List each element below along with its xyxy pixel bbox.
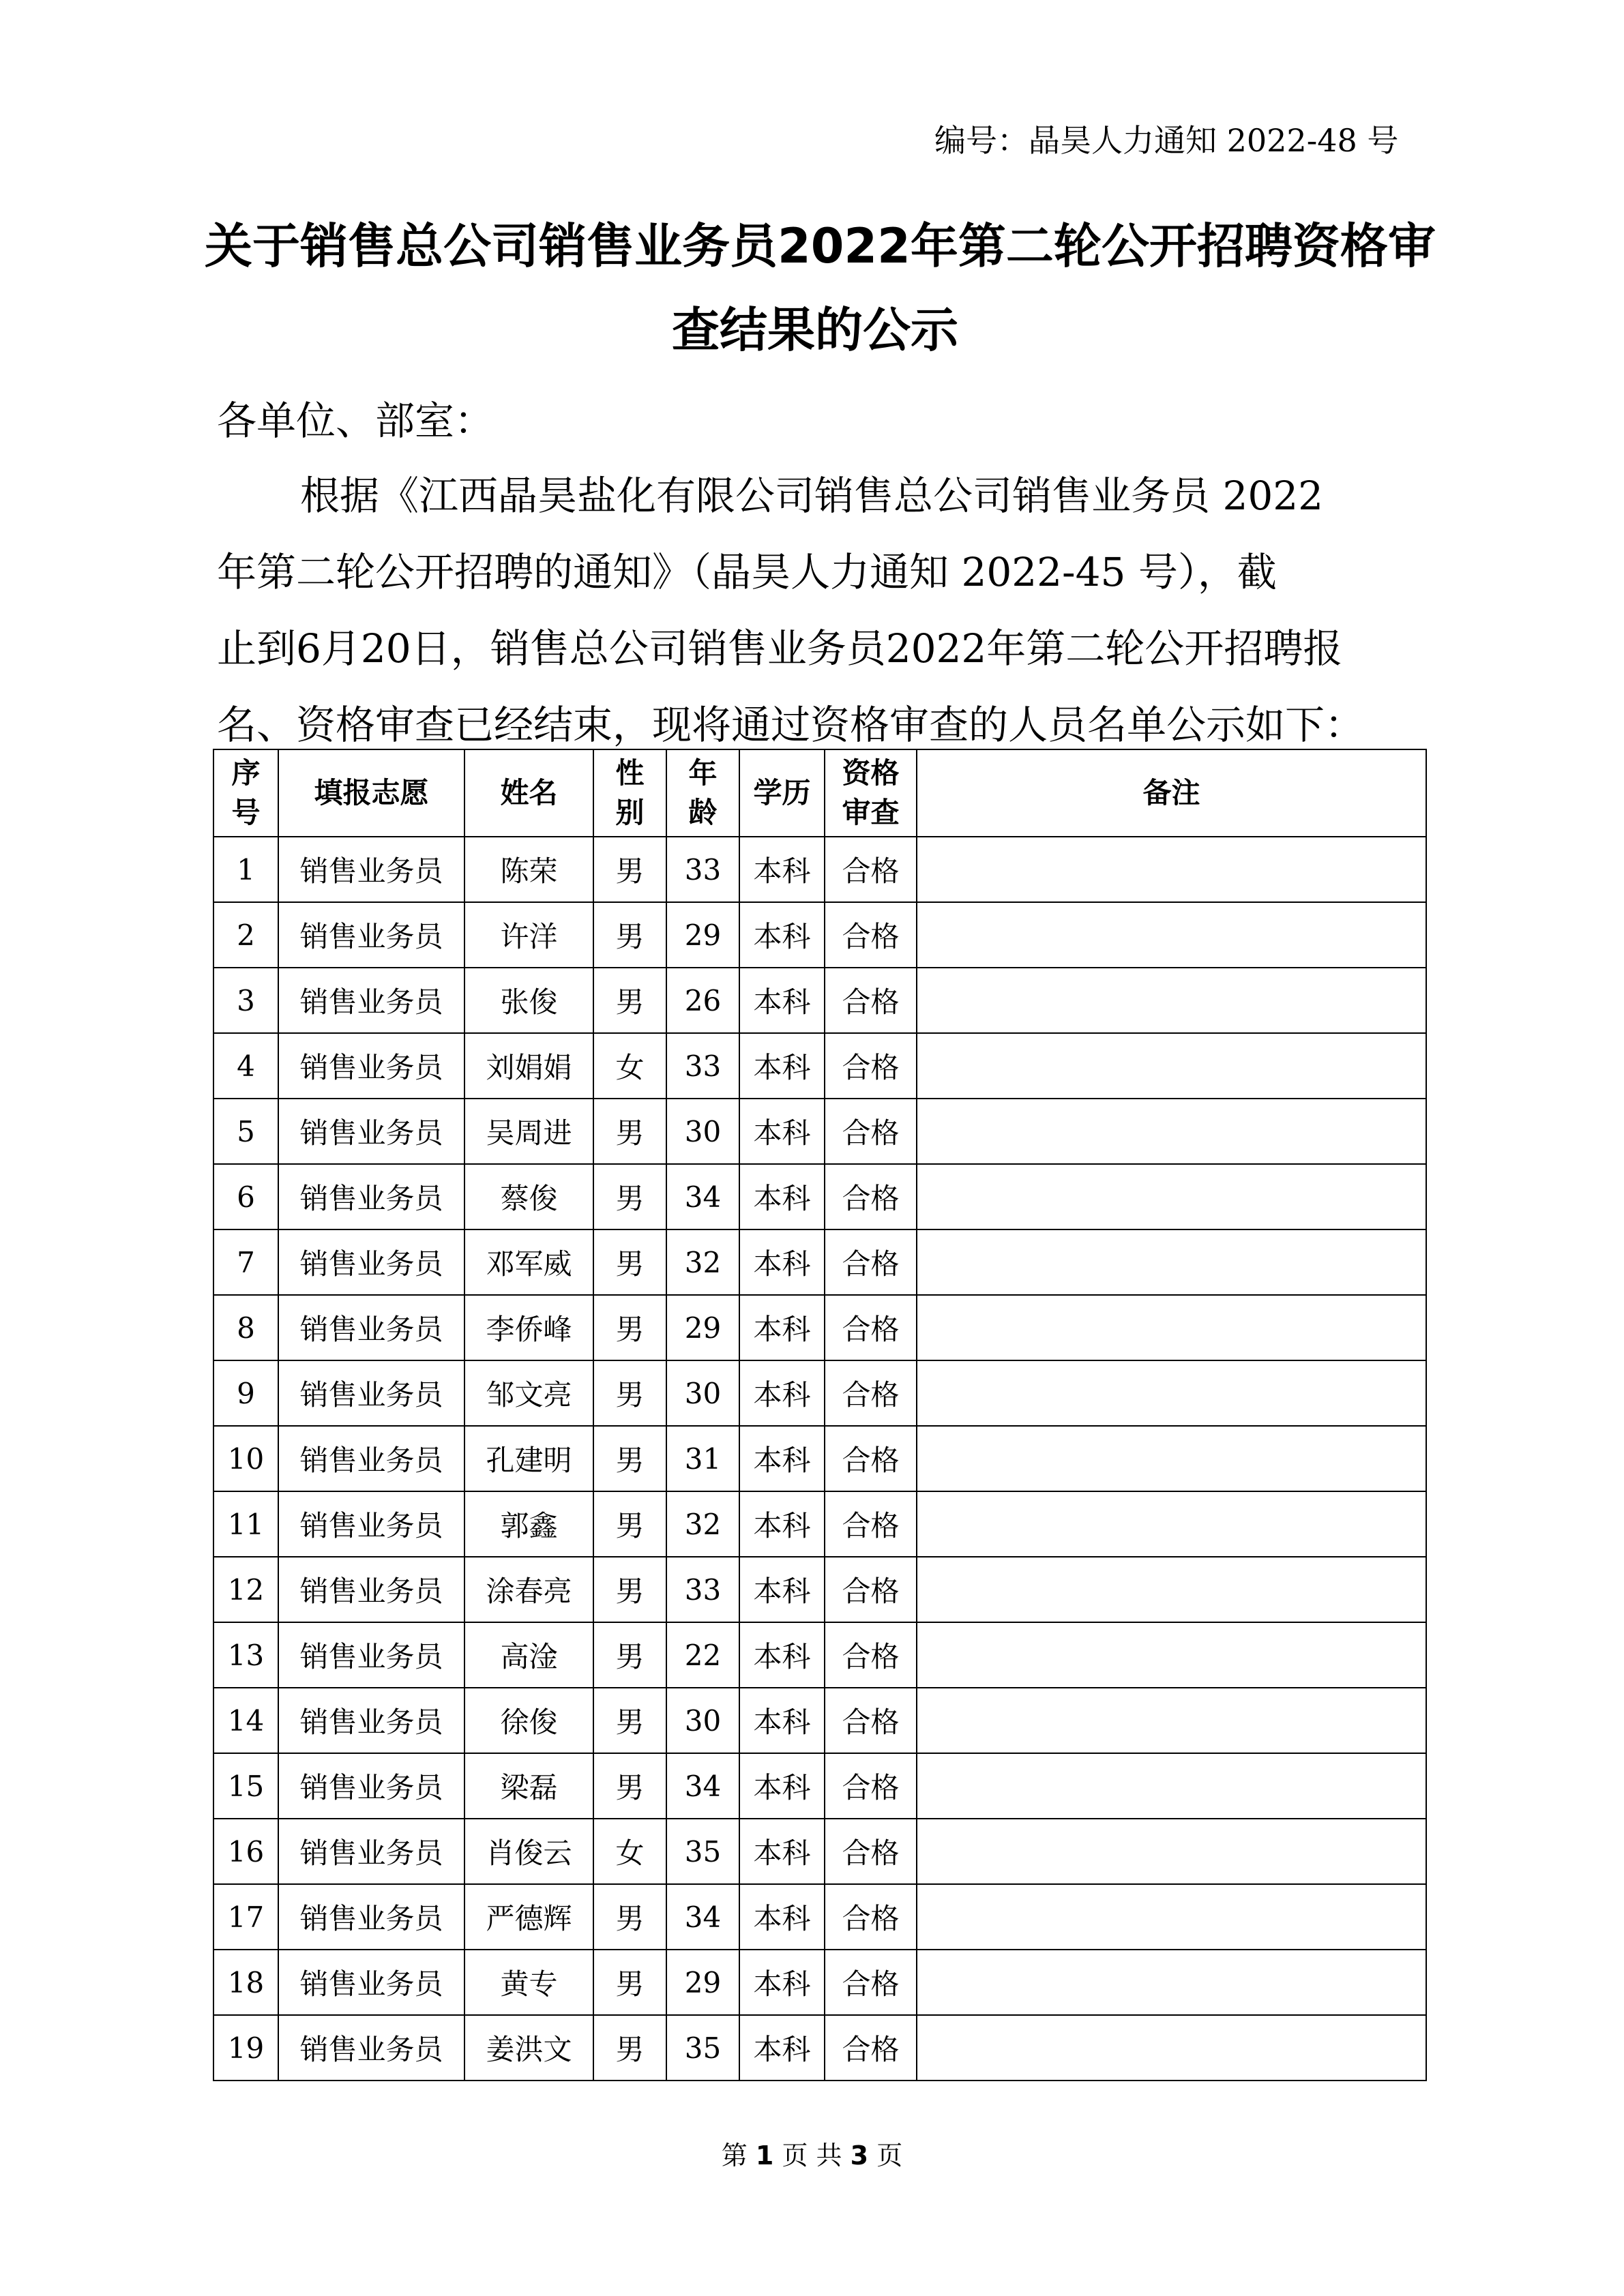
cell-age: 33 (666, 837, 739, 902)
cell-seq: 8 (213, 1295, 278, 1360)
cell-education: 本科 (739, 1819, 825, 1884)
salutation: 各单位、部室： (217, 398, 494, 444)
cell-remarks (917, 1164, 1426, 1229)
cell-name: 梁磊 (464, 1753, 593, 1819)
cell-gender: 男 (593, 1295, 666, 1360)
cell-name: 孔建明 (464, 1426, 593, 1491)
cell-remarks (917, 1426, 1426, 1491)
cell-gender: 男 (593, 1426, 666, 1491)
cell-name: 刘娟娟 (464, 1033, 593, 1099)
cell-remarks (917, 1753, 1426, 1819)
cell-gender: 男 (593, 968, 666, 1033)
cell-education: 本科 (739, 1099, 825, 1164)
cell-age: 30 (666, 1360, 739, 1426)
cell-gender: 男 (593, 1164, 666, 1229)
cell-remarks (917, 1688, 1426, 1753)
cell-education: 本科 (739, 2015, 825, 2081)
cell-remarks (917, 837, 1426, 902)
cell-age: 30 (666, 1688, 739, 1753)
header-name: 姓名 (464, 749, 593, 837)
cell-position: 销售业务员 (278, 1622, 464, 1688)
cell-education: 本科 (739, 1229, 825, 1295)
cell-qualification: 合格 (825, 968, 917, 1033)
cell-age: 32 (666, 1229, 739, 1295)
cell-position: 销售业务员 (278, 968, 464, 1033)
cell-remarks (917, 1229, 1426, 1295)
cell-remarks (917, 1884, 1426, 1950)
cell-education: 本科 (739, 1426, 825, 1491)
cell-remarks (917, 1033, 1426, 1099)
header-education: 学历 (739, 749, 825, 837)
cell-remarks (917, 1819, 1426, 1884)
table-row (213, 902, 1426, 968)
cell-gender: 男 (593, 1360, 666, 1426)
cell-gender: 男 (593, 1099, 666, 1164)
page-title-line-2: 查结果的公示 (672, 302, 958, 358)
cell-seq: 17 (213, 1884, 278, 1950)
cell-gender: 男 (593, 2015, 666, 2081)
table-row (213, 1622, 1426, 1688)
cell-education: 本科 (739, 1688, 825, 1753)
cell-remarks (917, 902, 1426, 968)
cell-education: 本科 (739, 1884, 825, 1950)
cell-position: 销售业务员 (278, 1819, 464, 1884)
cell-remarks (917, 1557, 1426, 1622)
cell-qualification: 合格 (825, 1491, 917, 1557)
cell-position: 销售业务员 (278, 1557, 464, 1622)
page-title-line-1: 关于销售总公司销售业务员2022年第二轮公开招聘资格审 (205, 218, 1436, 274)
table-row (213, 2015, 1426, 2081)
cell-name: 高淦 (464, 1622, 593, 1688)
cell-gender: 男 (593, 1557, 666, 1622)
page-footer: 第 1 页 共 3 页 (721, 2141, 903, 2171)
cell-position: 销售业务员 (278, 1295, 464, 1360)
cell-seq: 15 (213, 1753, 278, 1819)
table-row (213, 1491, 1426, 1557)
cell-gender: 男 (593, 1229, 666, 1295)
cell-gender: 男 (593, 1491, 666, 1557)
body-paragraph-line: 年第二轮公开招聘的通知》（晶昊人力通知 2022-45 号），截 (217, 549, 1277, 595)
cell-gender: 男 (593, 902, 666, 968)
cell-education: 本科 (739, 1622, 825, 1688)
cell-qualification: 合格 (825, 1884, 917, 1950)
cell-age: 33 (666, 1033, 739, 1099)
cell-education: 本科 (739, 837, 825, 902)
cell-name: 邹文亮 (464, 1360, 593, 1426)
cell-education: 本科 (739, 1557, 825, 1622)
cell-age: 29 (666, 902, 739, 968)
cell-age: 32 (666, 1491, 739, 1557)
table-row (213, 1884, 1426, 1950)
cell-qualification: 合格 (825, 1819, 917, 1884)
cell-position: 销售业务员 (278, 1688, 464, 1753)
header-age: 年 龄 (666, 749, 739, 837)
cell-seq: 18 (213, 1950, 278, 2015)
cell-position: 销售业务员 (278, 1033, 464, 1099)
body-paragraph-line: 止到6月20日，销售总公司销售业务员2022年第二轮公开招聘报 (217, 625, 1343, 672)
table-row (213, 837, 1426, 902)
cell-remarks (917, 968, 1426, 1033)
cell-name: 郭鑫 (464, 1491, 593, 1557)
cell-remarks (917, 2015, 1426, 2081)
cell-seq: 2 (213, 902, 278, 968)
cell-seq: 14 (213, 1688, 278, 1753)
cell-name: 张俊 (464, 968, 593, 1033)
cell-name: 黄专 (464, 1950, 593, 2015)
cell-position: 销售业务员 (278, 1099, 464, 1164)
cell-qualification: 合格 (825, 837, 917, 902)
cell-qualification: 合格 (825, 1622, 917, 1688)
cell-remarks (917, 1295, 1426, 1360)
cell-education: 本科 (739, 968, 825, 1033)
table-row (213, 1229, 1426, 1295)
cell-age: 35 (666, 2015, 739, 2081)
table-row (213, 968, 1426, 1033)
cell-education: 本科 (739, 1360, 825, 1426)
cell-gender: 女 (593, 1819, 666, 1884)
cell-gender: 男 (593, 1622, 666, 1688)
cell-age: 22 (666, 1622, 739, 1688)
cell-gender: 女 (593, 1033, 666, 1099)
cell-seq: 5 (213, 1099, 278, 1164)
document-number: 编号：晶昊人力通知 2022-48 号 (934, 122, 1399, 159)
table-row (213, 1295, 1426, 1360)
cell-position: 销售业务员 (278, 1164, 464, 1229)
cell-position: 销售业务员 (278, 2015, 464, 2081)
cell-qualification: 合格 (825, 1164, 917, 1229)
cell-remarks (917, 1360, 1426, 1426)
candidate-table (213, 749, 1427, 2081)
cell-seq: 16 (213, 1819, 278, 1884)
table-row (213, 1688, 1426, 1753)
cell-qualification: 合格 (825, 1426, 917, 1491)
cell-gender: 男 (593, 1688, 666, 1753)
header-qualification: 资格 审查 (825, 749, 917, 837)
cell-remarks (917, 1491, 1426, 1557)
body-paragraph-line: 根据《江西晶昊盐化有限公司销售总公司销售业务员 2022 (300, 473, 1324, 519)
table-row (213, 1950, 1426, 2015)
cell-seq: 10 (213, 1426, 278, 1491)
cell-qualification: 合格 (825, 1688, 917, 1753)
cell-education: 本科 (739, 1491, 825, 1557)
table-row (213, 1819, 1426, 1884)
cell-position: 销售业务员 (278, 902, 464, 968)
cell-education: 本科 (739, 1164, 825, 1229)
cell-gender: 男 (593, 837, 666, 902)
cell-qualification: 合格 (825, 1229, 917, 1295)
cell-education: 本科 (739, 902, 825, 968)
cell-remarks (917, 1622, 1426, 1688)
cell-qualification: 合格 (825, 1557, 917, 1622)
cell-seq: 11 (213, 1491, 278, 1557)
header-seq: 序 号 (213, 749, 278, 837)
cell-seq: 9 (213, 1360, 278, 1426)
cell-education: 本科 (739, 1033, 825, 1099)
cell-age: 26 (666, 968, 739, 1033)
cell-position: 销售业务员 (278, 1360, 464, 1426)
table-row (213, 1033, 1426, 1099)
cell-qualification: 合格 (825, 902, 917, 968)
cell-seq: 13 (213, 1622, 278, 1688)
cell-gender: 男 (593, 1950, 666, 2015)
cell-age: 31 (666, 1426, 739, 1491)
cell-seq: 6 (213, 1164, 278, 1229)
cell-name: 徐俊 (464, 1688, 593, 1753)
cell-position: 销售业务员 (278, 1753, 464, 1819)
cell-education: 本科 (739, 1753, 825, 1819)
cell-position: 销售业务员 (278, 837, 464, 902)
cell-position: 销售业务员 (278, 1426, 464, 1491)
cell-qualification: 合格 (825, 1099, 917, 1164)
cell-position: 销售业务员 (278, 1229, 464, 1295)
cell-age: 29 (666, 1950, 739, 2015)
cell-name: 陈荣 (464, 837, 593, 902)
cell-qualification: 合格 (825, 1753, 917, 1819)
cell-age: 34 (666, 1753, 739, 1819)
cell-age: 34 (666, 1884, 739, 1950)
cell-seq: 12 (213, 1557, 278, 1622)
cell-education: 本科 (739, 1295, 825, 1360)
cell-seq: 7 (213, 1229, 278, 1295)
cell-age: 29 (666, 1295, 739, 1360)
header-remarks: 备注 (917, 749, 1426, 837)
cell-qualification: 合格 (825, 1033, 917, 1099)
cell-name: 吴周进 (464, 1099, 593, 1164)
header-gender: 性 别 (593, 749, 666, 837)
cell-qualification: 合格 (825, 1295, 917, 1360)
table-header-row (213, 749, 1426, 837)
header-position: 填报志愿 (278, 749, 464, 837)
cell-name: 涂春亮 (464, 1557, 593, 1622)
cell-name: 姜洪文 (464, 2015, 593, 2081)
cell-education: 本科 (739, 1950, 825, 2015)
cell-qualification: 合格 (825, 1950, 917, 2015)
table-row (213, 1164, 1426, 1229)
table-row (213, 1099, 1426, 1164)
cell-name: 严德辉 (464, 1884, 593, 1950)
cell-seq: 3 (213, 968, 278, 1033)
cell-seq: 19 (213, 2015, 278, 2081)
cell-qualification: 合格 (825, 1360, 917, 1426)
cell-name: 邓军威 (464, 1229, 593, 1295)
cell-seq: 4 (213, 1033, 278, 1099)
cell-position: 销售业务员 (278, 1884, 464, 1950)
cell-name: 肖俊云 (464, 1819, 593, 1884)
cell-position: 销售业务员 (278, 1491, 464, 1557)
cell-gender: 男 (593, 1753, 666, 1819)
body-paragraph-line: 名、资格审查已经结束，现将通过资格审查的人员名单公示如下： (217, 702, 1365, 748)
cell-qualification: 合格 (825, 2015, 917, 2081)
cell-age: 33 (666, 1557, 739, 1622)
cell-age: 30 (666, 1099, 739, 1164)
cell-seq: 1 (213, 837, 278, 902)
table-row (213, 1557, 1426, 1622)
cell-name: 蔡俊 (464, 1164, 593, 1229)
cell-name: 许洋 (464, 902, 593, 968)
table-row (213, 1360, 1426, 1426)
cell-position: 销售业务员 (278, 1950, 464, 2015)
table-row (213, 1426, 1426, 1491)
cell-age: 34 (666, 1164, 739, 1229)
table-row (213, 1753, 1426, 1819)
cell-remarks (917, 1099, 1426, 1164)
cell-gender: 男 (593, 1884, 666, 1950)
cell-age: 35 (666, 1819, 739, 1884)
cell-name: 李侨峰 (464, 1295, 593, 1360)
cell-remarks (917, 1950, 1426, 2015)
